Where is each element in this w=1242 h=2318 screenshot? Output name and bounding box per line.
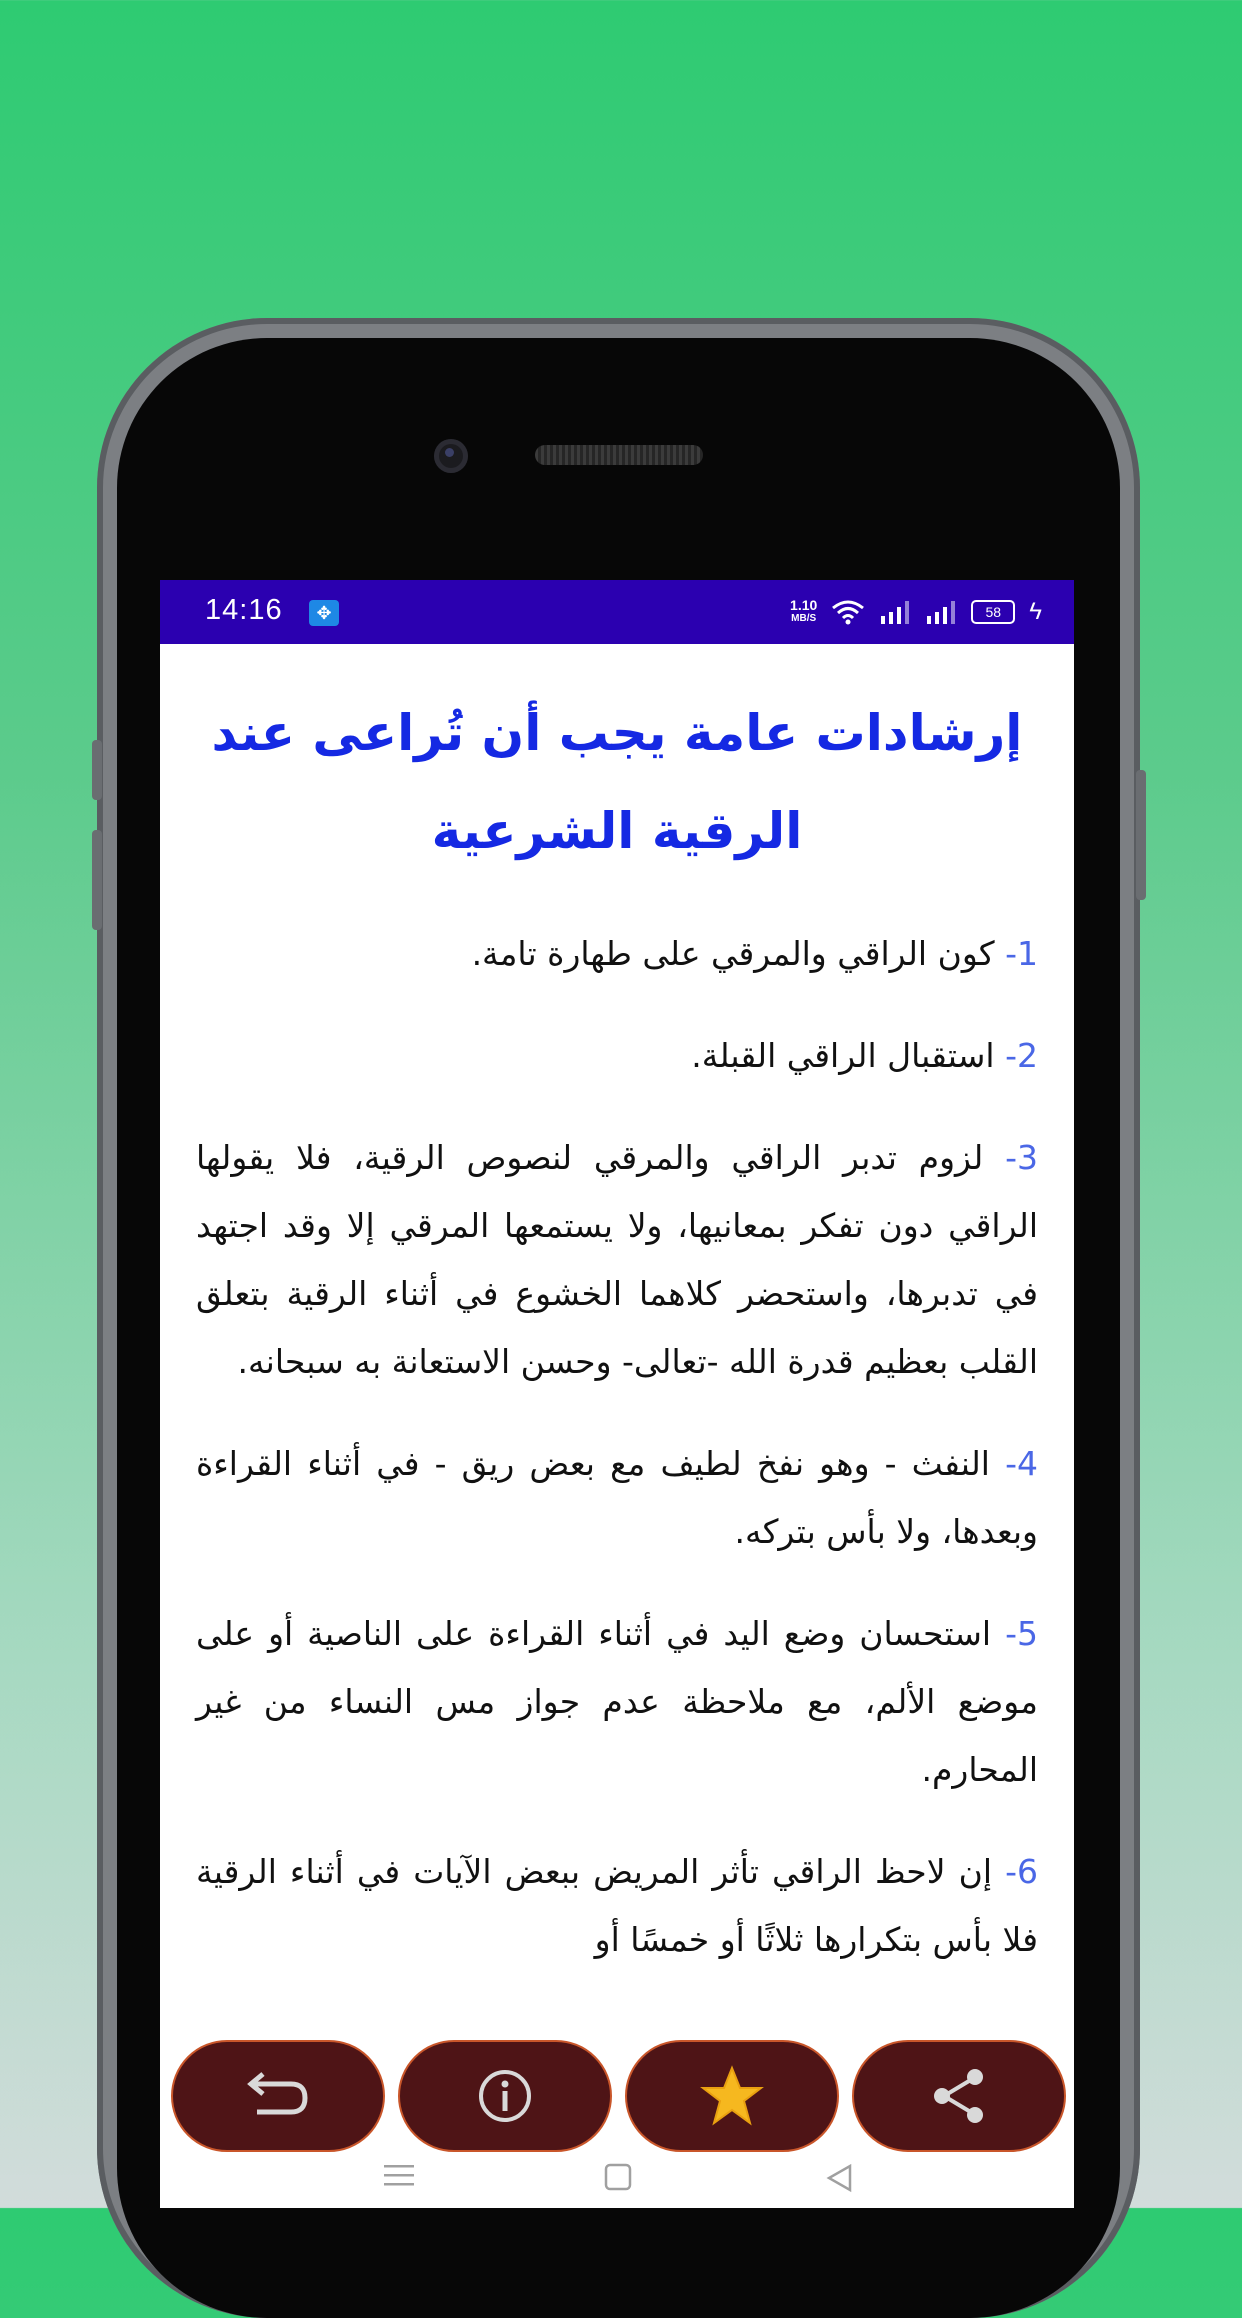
signal-icon [925,600,957,624]
share-icon [928,2066,990,2126]
phone-side-button [92,740,102,800]
item-number: 1- [1005,934,1038,973]
item-number: 2- [1005,1036,1038,1075]
status-indicators [790,594,1042,630]
list-item [196,1430,1038,1566]
network-speed-unit: MB/S [791,613,817,624]
bottom-action-bar [160,2038,1074,2158]
network-speed-value: 1.10 [790,597,818,613]
star-icon [700,2065,764,2127]
phone-side-button [92,830,102,930]
earpiece-speaker [535,445,703,465]
info-icon [476,2067,534,2125]
charging-icon: ϟ [1029,598,1042,625]
favorite-button[interactable] [625,2040,839,2152]
share-button[interactable] [852,2040,1066,2152]
list-item [196,1600,1038,1804]
item-text: إن لاحظ الراقي تأثر المريض ببعض الآيات في أثناء الرقية فلا بأس بتكرارها ثلاثًا أو خمسًا أو [196,1852,1038,1959]
article-content[interactable] [160,644,1074,2024]
phone-screen [160,580,1074,2208]
item-text: استقبال الراقي القبلة. [691,1036,1006,1075]
back-button[interactable] [171,2040,385,2152]
undo-arrow-icon [243,2070,313,2122]
info-button[interactable] [398,2040,612,2152]
item-text: النفث - وهو نفخ لطيف مع بعض ريق - في أثناء القراءة وبعدها، ولا بأس بتركه. [196,1444,1038,1551]
front-camera [434,439,468,473]
back-icon[interactable] [824,2162,856,2194]
app-notification-icon: ✥ [309,600,339,626]
status-bar [160,580,1074,644]
item-number: 6- [1005,1852,1038,1891]
item-number: 3- [1005,1138,1038,1177]
system-navigation-bar [160,2158,1074,2208]
list-item [196,1022,1038,1090]
phone-side-button [1136,770,1146,900]
item-text: كون الراقي والمرقي على طهارة تامة. [471,934,1006,973]
item-text: لزوم تدبر الراقي والمرقي لنصوص الرقية، فلا يقولها الراقي دون تفكر بمعانيها، ولا يستمعها المرقي إلا وقد اجتهد في تدبرها، واستحضر كلاهما الخشوع في أثناء الرقية بتعلق القلب بعظيم قدرة الله -تعالى- وحسن الاستعانة به سبحانه. [196,1138,1038,1381]
item-number: 4- [1005,1444,1038,1483]
menu-icon[interactable] [382,2162,416,2188]
status-time: 14:16 [205,594,283,626]
network-speed [790,599,817,625]
battery-icon: 58 [971,600,1015,624]
wifi-icon [831,599,865,625]
list-item [196,920,1038,988]
page-title: إرشادات عامة يجب أن تُراعى عند الرقية الشرعية [211,704,1023,860]
home-icon[interactable] [603,2162,633,2192]
item-text: استحسان وضع اليد في أثناء القراءة على الناصية أو على موضع الألم، مع ملاحظة عدم جواز مس النساء من غير المحارم. [196,1614,1038,1789]
list-item [196,1124,1038,1396]
signal-icon [879,600,911,624]
list-item [196,1838,1038,1974]
item-number: 5- [1005,1614,1038,1653]
